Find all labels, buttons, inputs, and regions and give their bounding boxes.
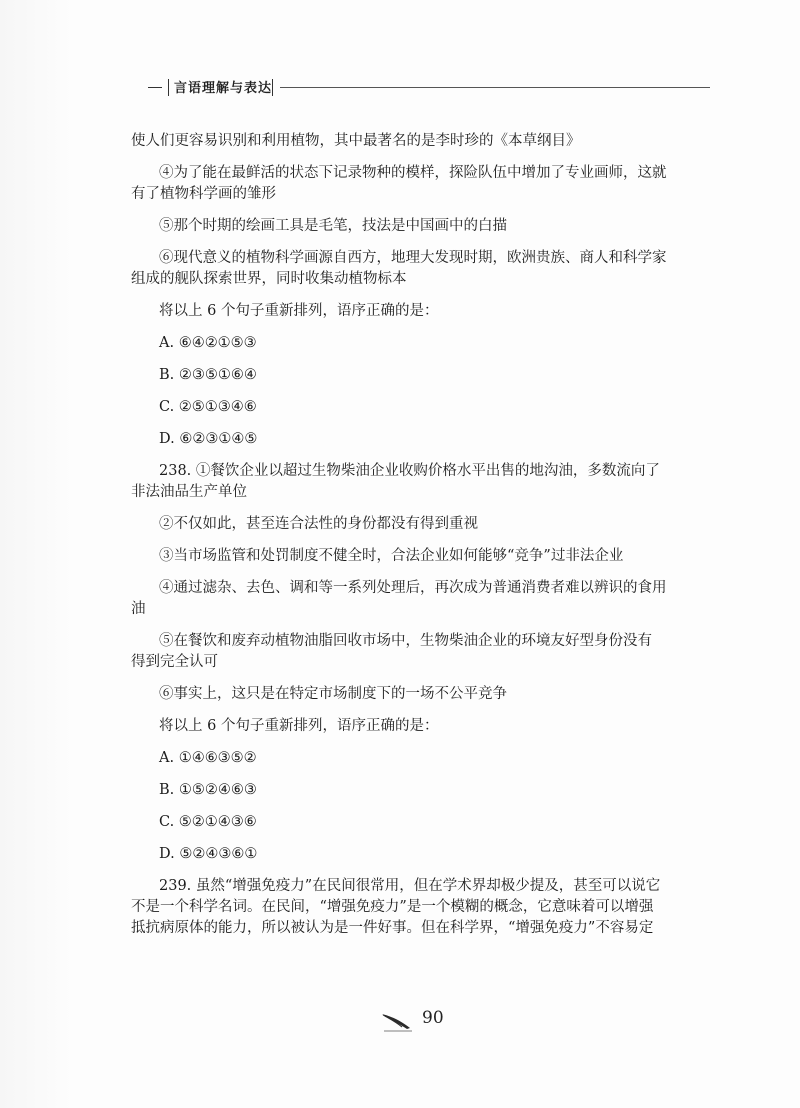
header-title: 言语理解与表达 bbox=[174, 81, 273, 96]
text-line: D. ⑤②④③⑥① bbox=[159, 846, 258, 862]
text-line: 将以上 6 个句子重新排列，语序正确的是： bbox=[159, 718, 439, 734]
text-line: A. ①④⑥③⑤② bbox=[159, 750, 257, 766]
text-line: 油 bbox=[131, 601, 146, 617]
text-line: 抵抗病原体的能力，所以被认为是一件好事。但在科学界，“增强免疫力”不容易定 bbox=[131, 920, 654, 936]
text-line: C. ⑤②①④③⑥ bbox=[159, 814, 257, 830]
text-line: B. ②③⑤①⑥④ bbox=[159, 367, 257, 383]
page-footer bbox=[380, 1008, 470, 1034]
text-line: 238. ①餐饮企业以超过生物柴油企业收购价格水平出售的地沟油，多数流向了 bbox=[159, 463, 660, 479]
text-line: A. ⑥④②①⑤③ bbox=[159, 335, 257, 351]
header-bar-right bbox=[272, 79, 273, 96]
text-line: 有了植物科学画的雏形 bbox=[131, 186, 276, 202]
page-number: 90 bbox=[422, 1008, 444, 1028]
page-edge-shadow bbox=[0, 0, 72, 1108]
text-line: 239. 虽然“增强免疫力”在民间很常用，但在学术界却极少提及，甚至可以说它 bbox=[159, 878, 661, 894]
header-bar-left bbox=[168, 79, 169, 96]
text-line: 不是一个科学名词。在民间，“增强免疫力”是一个模糊的概念，它意味着可以增强 bbox=[131, 899, 654, 915]
text-line: ④通过滤杂、去色、调和等一系列处理后，再次成为普通消费者难以辨识的食用 bbox=[159, 580, 667, 596]
header-tick bbox=[148, 87, 162, 88]
header-rule bbox=[280, 87, 710, 88]
running-header bbox=[148, 76, 710, 98]
text-line: D. ⑥②③①④⑤ bbox=[159, 431, 258, 447]
text-line: C. ②⑤①③④⑥ bbox=[159, 399, 257, 415]
text-line: 使人们更容易识别和利用植物，其中最著名的是李时珍的《本草纲目》 bbox=[131, 133, 581, 149]
text-line: 得到完全认可 bbox=[131, 654, 218, 670]
text-line: ③当市场监管和处罚制度不健全时，合法企业如何能够“竞争”过非法企业 bbox=[159, 548, 624, 564]
text-line: ④为了能在最鲜活的状态下记录物种的模样，探险队伍中增加了专业画师，这就 bbox=[159, 165, 667, 181]
body-text bbox=[131, 131, 716, 939]
text-line: 非法油品生产单位 bbox=[131, 484, 247, 500]
text-line: 组成的舰队探索世界，同时收集动植物标本 bbox=[131, 271, 407, 287]
text-line: ②不仅如此，甚至连合法性的身份都没有得到重视 bbox=[159, 516, 478, 532]
text-line: ⑥现代意义的植物科学画源自西方，地理大发现时期，欧洲贵族、商人和科学家 bbox=[159, 250, 667, 266]
text-line: ⑥事实上，这只是在特定市场制度下的一场不公平竞争 bbox=[159, 686, 507, 702]
text-line: ⑤那个时期的绘画工具是毛笔，技法是中国画中的白描 bbox=[159, 218, 507, 234]
quill-icon bbox=[380, 1010, 416, 1032]
text-line: 将以上 6 个句子重新排列，语序正确的是： bbox=[159, 303, 439, 319]
text-line: ⑤在餐饮和废弃动植物油脂回收市场中，生物柴油企业的环境友好型身份没有 bbox=[159, 633, 652, 649]
text-line: B. ①⑤②④⑥③ bbox=[159, 782, 257, 798]
